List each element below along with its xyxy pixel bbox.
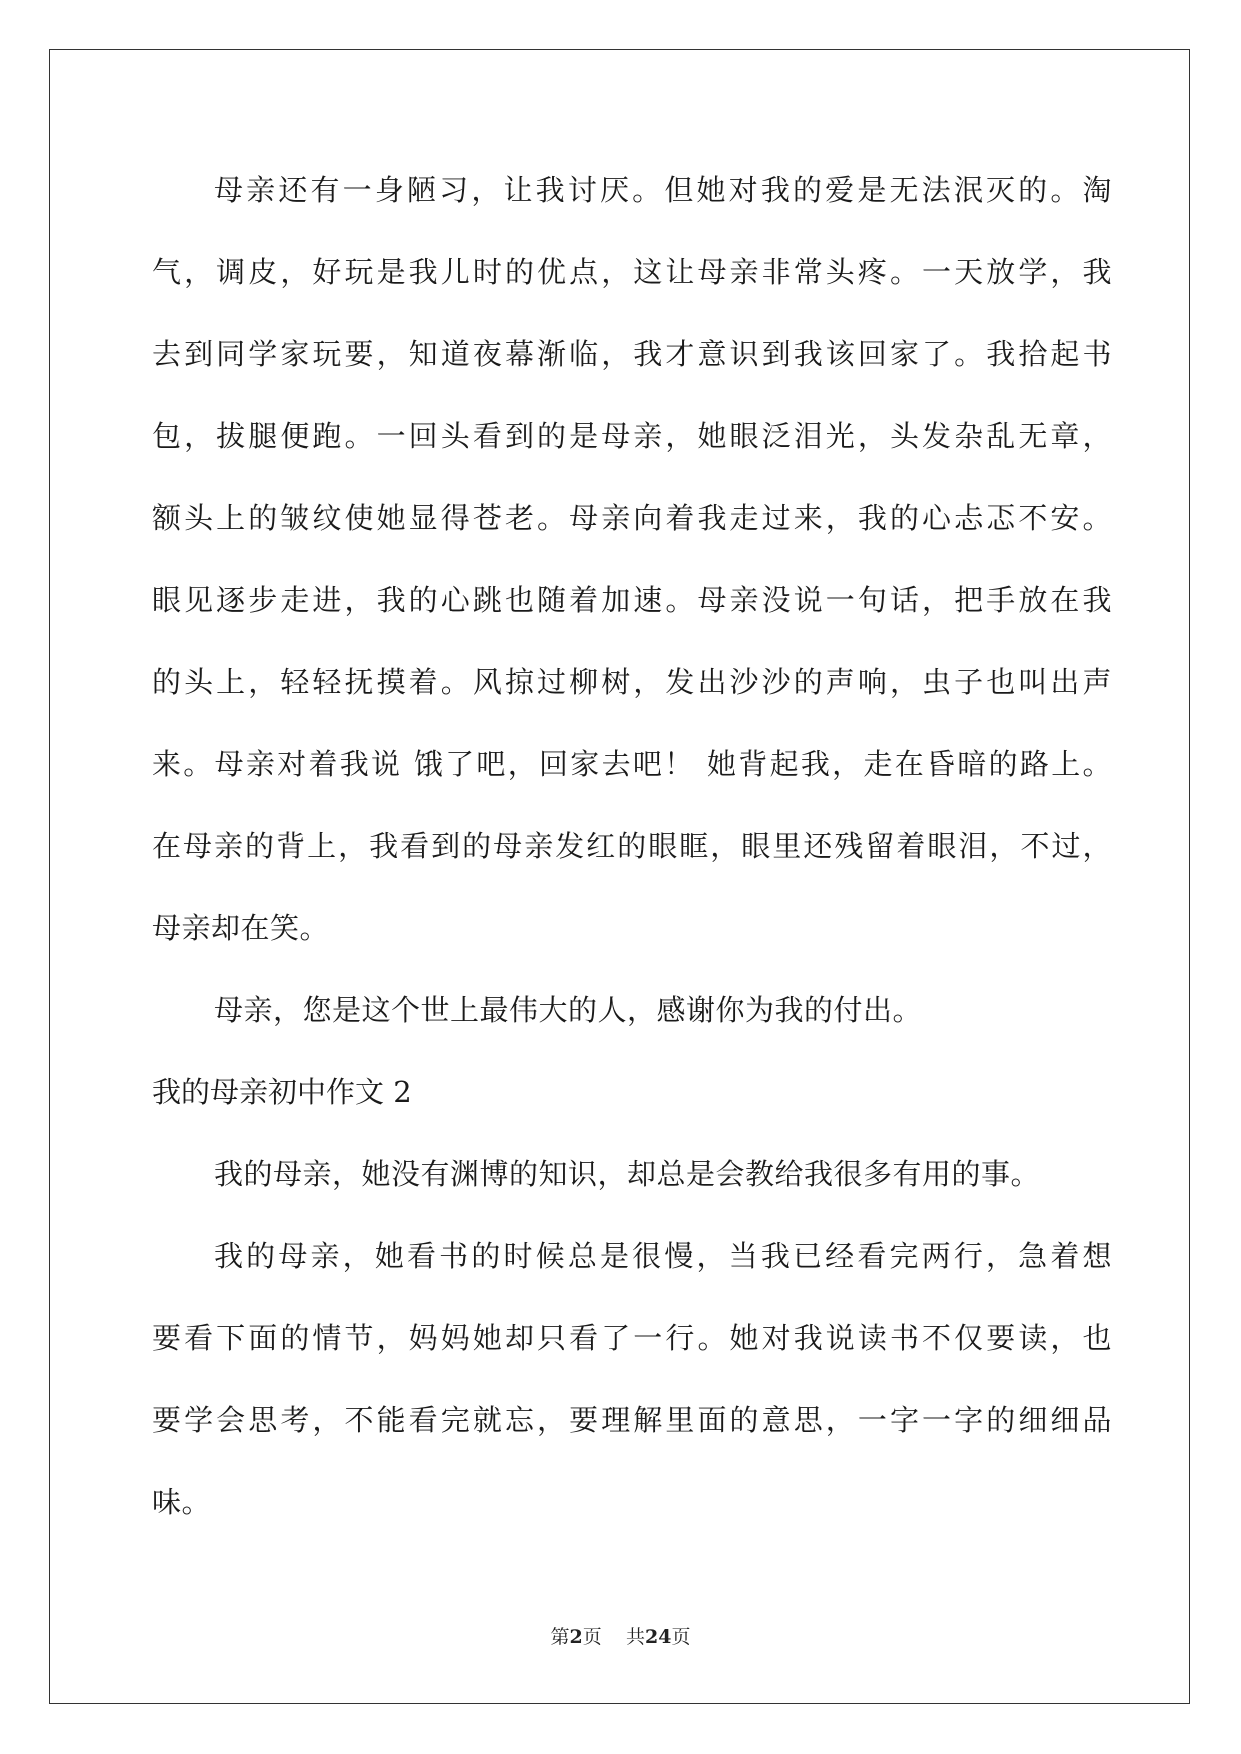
- footer-page-suffix: 页: [582, 1626, 602, 1648]
- text-line: 去到同学家玩要，知道夜幕渐临，我才意识到我该回家了。我拾起书: [152, 337, 1112, 371]
- footer-total-pages: 24: [644, 1626, 672, 1648]
- text-line: 母亲却在笑。: [152, 911, 330, 945]
- footer-page-number: 2: [569, 1626, 583, 1648]
- page-footer: [0, 1625, 1241, 1649]
- section-heading: 我的母亲初中作文 2: [152, 1075, 412, 1109]
- page-border: [49, 49, 1190, 1704]
- text-line: 我的母亲，她看书的时候总是很慢，当我已经看完两行，急着想: [214, 1239, 1112, 1273]
- text-line: 我的母亲，她没有渊博的知识，却总是会教给我很多有用的事。: [214, 1157, 1041, 1191]
- text-line: 眼见逐步走进，我的心跳也随着加速。母亲没说一句话，把手放在我: [152, 583, 1112, 617]
- text-line: 来。母亲对着我说 饿了吧，回家去吧！ 她背起我，走在昏暗的路上。: [152, 747, 1112, 781]
- text-line: 包，拔腿便跑。一回头看到的是母亲，她眼泛泪光，头发杂乱无章，: [152, 419, 1112, 453]
- text-line: 在母亲的背上，我看到的母亲发红的眼眶，眼里还残留着眼泪，不过，: [152, 829, 1112, 863]
- footer-total-suffix: 页: [671, 1626, 691, 1648]
- text-line: 要学会思考，不能看完就忘，要理解里面的意思，一字一字的细细品: [152, 1403, 1112, 1437]
- text-line: 母亲还有一身陋习，让我讨厌。但她对我的爱是无法泯灭的。淘: [214, 173, 1112, 207]
- text-line: 额头上的皱纹使她显得苍老。母亲向着我走过来，我的心忐忑不安。: [152, 501, 1112, 535]
- text-line: 的头上，轻轻抚摸着。风掠过柳树，发出沙沙的声响，虫子也叫出声: [152, 665, 1112, 699]
- text-line: 母亲，您是这个世上最伟大的人，感谢你为我的付出。: [214, 993, 923, 1027]
- footer-total-prefix: 共: [625, 1626, 645, 1648]
- text-line: 味。: [152, 1485, 212, 1519]
- footer-prefix: 第: [550, 1626, 570, 1648]
- text-line: 气，调皮，好玩是我儿时的优点，这让母亲非常头疼。一天放学，我: [152, 255, 1112, 289]
- text-line: 要看下面的情节，妈妈她却只看了一行。她对我说读书不仅要读，也: [152, 1321, 1112, 1355]
